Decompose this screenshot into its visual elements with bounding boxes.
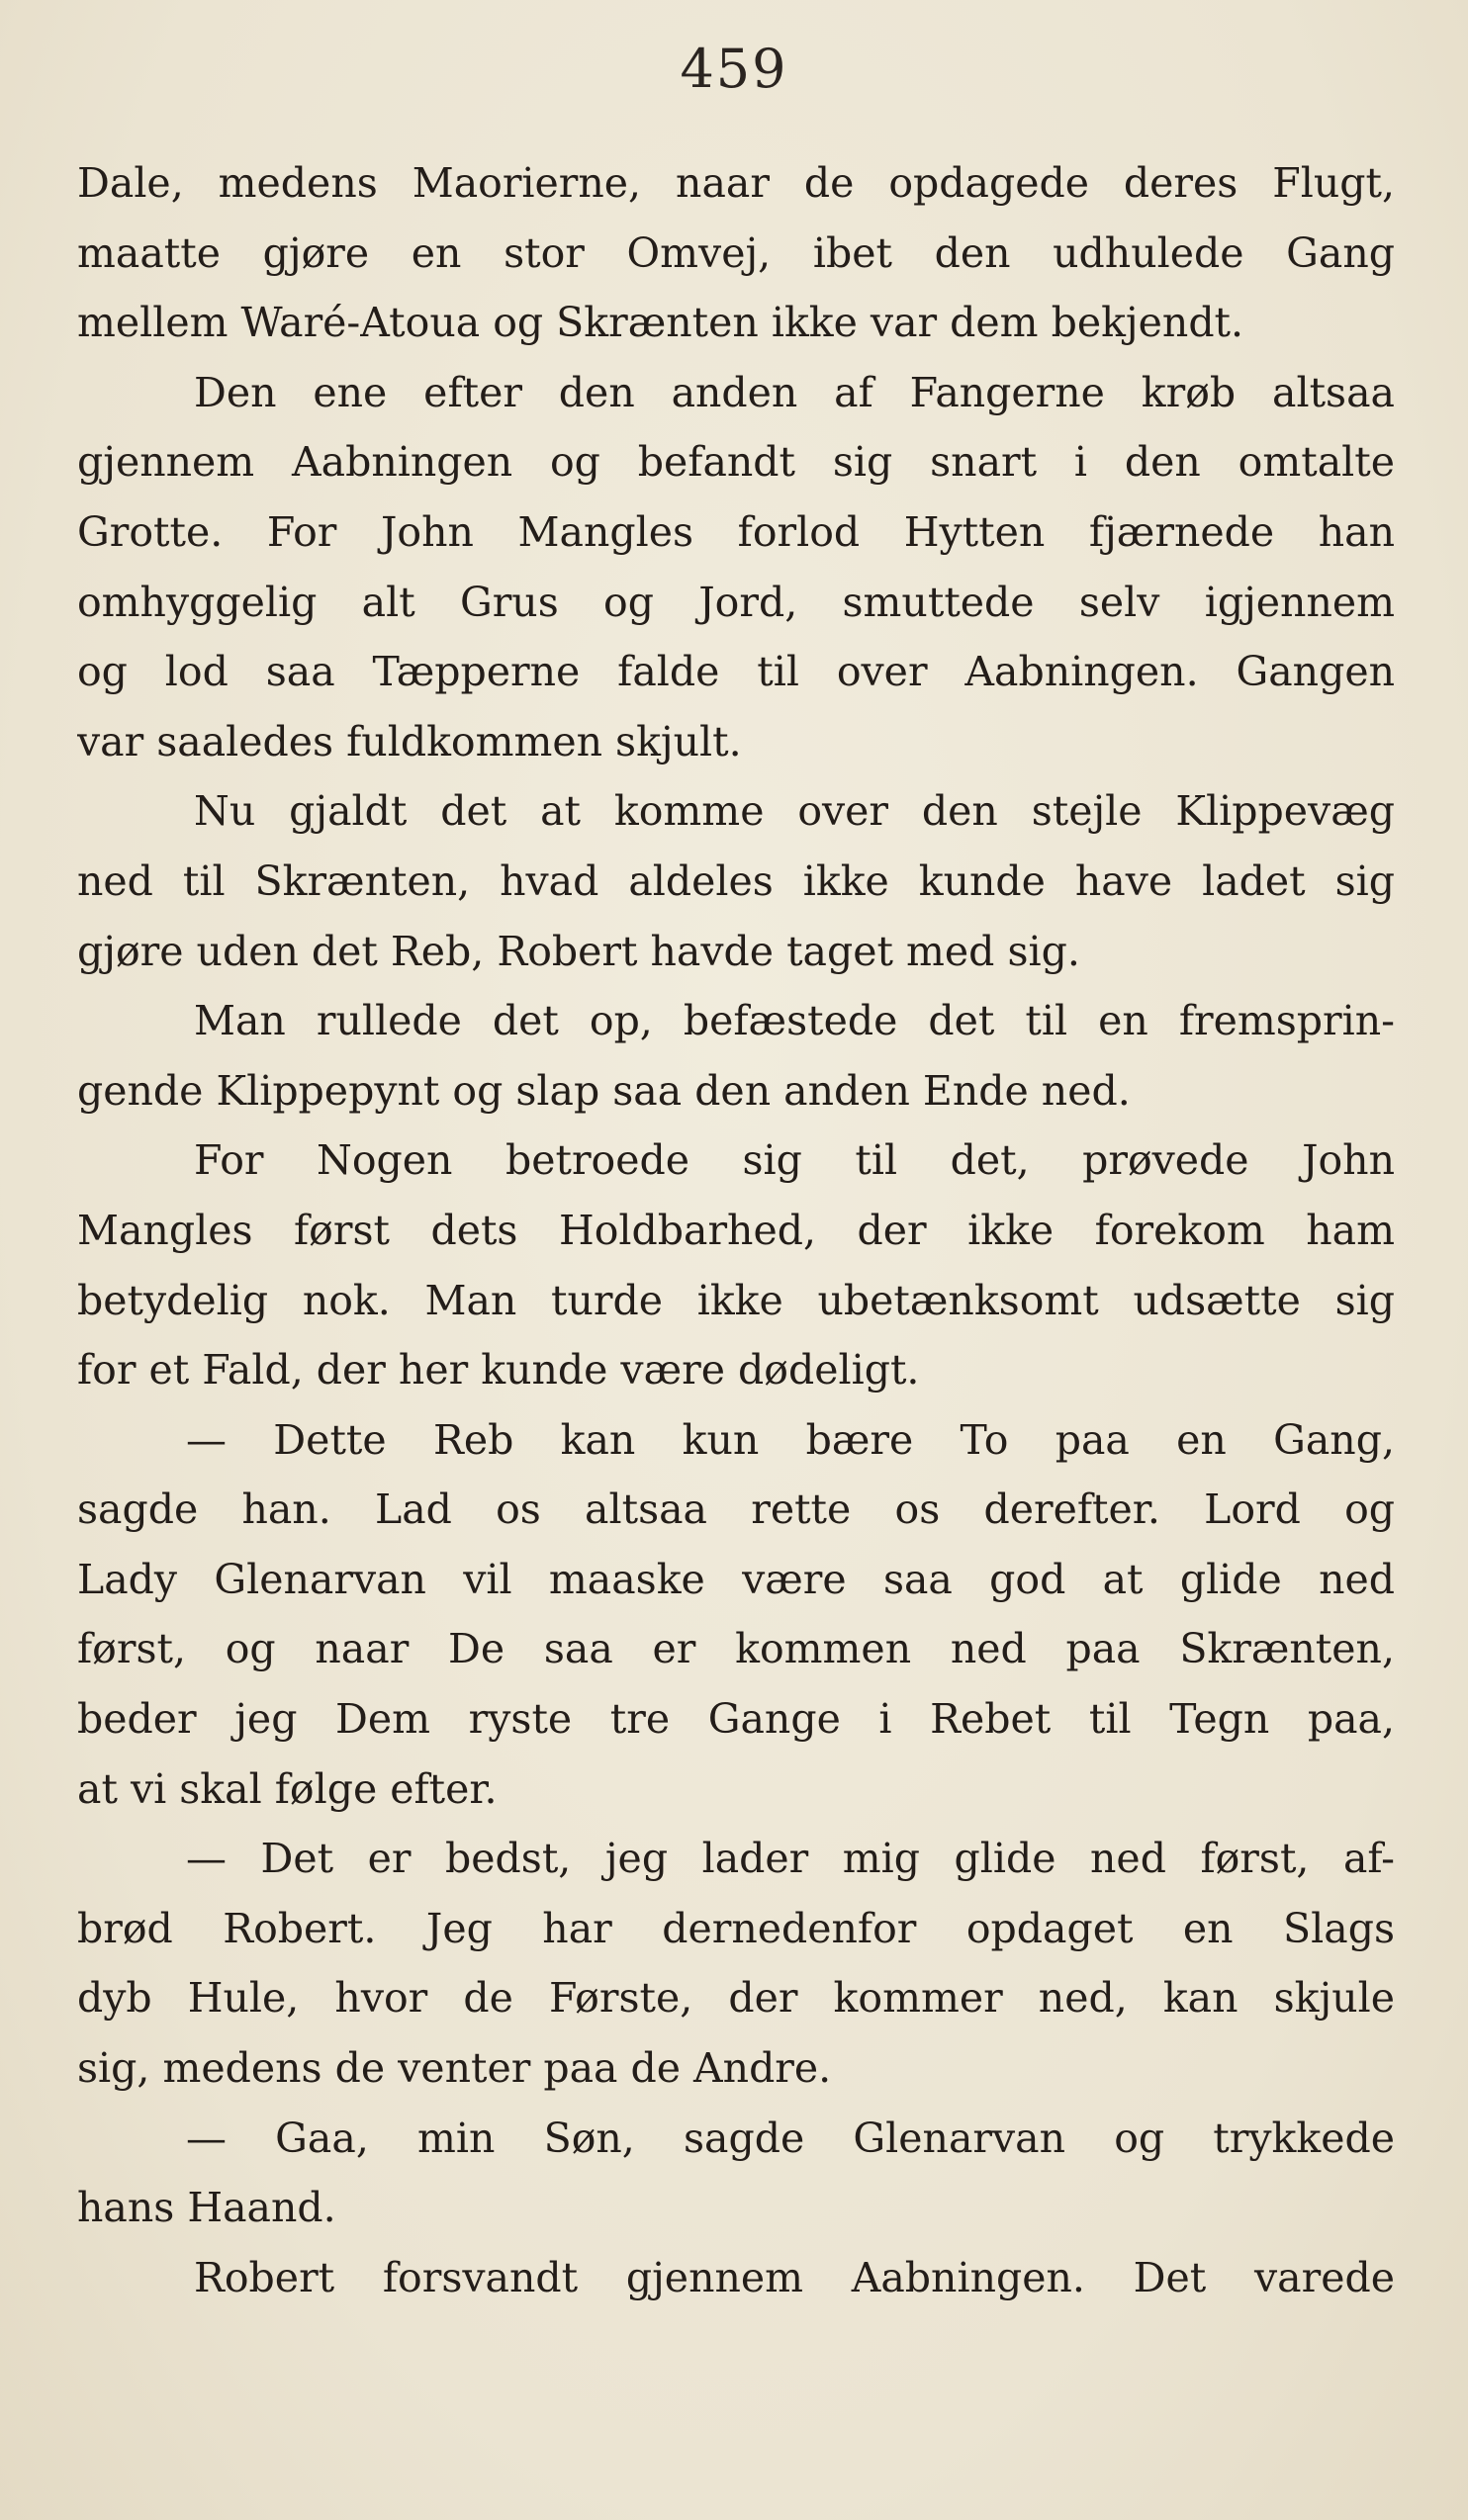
text-line: gende Klippepynt og slap saa den anden Ende ned. bbox=[77, 1066, 1131, 1115]
text-line: at vi skal følge efter. bbox=[77, 1764, 498, 1813]
text-line: for et Fald, der her kunde være dødeligt. bbox=[77, 1346, 920, 1395]
text-line: gjøre uden det Reb, Robert havde taget med sig. bbox=[77, 927, 1080, 975]
paragraph bbox=[77, 1824, 1395, 2103]
text-line: først, og naar De saa er kommen ned paa Skrænten, bbox=[77, 1625, 1395, 1673]
text-line: dyb Hule, hvor de Første, der kommer ned, kan skjule bbox=[77, 1974, 1395, 2023]
text-line: ned til Skrænten, hvad aldeles ikke kunde have ladet sig bbox=[77, 856, 1395, 905]
text-line: — Gaa, min Søn, sagde Glenarvan og trykkede bbox=[186, 2114, 1395, 2162]
body-text bbox=[77, 148, 1395, 2312]
text-line: omhyggelig alt Grus og Jord, smuttede selv igjennem bbox=[77, 578, 1395, 626]
paragraph bbox=[77, 1405, 1395, 1825]
text-line: sagde han. Lad os altsaa rette os derefter. Lord og bbox=[77, 1485, 1395, 1534]
text-line: For Nogen betroede sig til det, prøvede John bbox=[194, 1136, 1395, 1185]
text-line: Mangles først dets Holdbarhed, der ikke forekom ham bbox=[77, 1206, 1395, 1254]
text-line: og lod saa Tæpperne falde til over Aabningen. Gangen bbox=[77, 648, 1395, 696]
text-line: Man rullede det op, befæstede det til en fremsprin- bbox=[194, 997, 1395, 1045]
text-line: Lady Glenarvan vil maaske være saa god at glide ned bbox=[77, 1555, 1395, 1603]
paragraph bbox=[77, 358, 1395, 777]
page-number: 459 bbox=[680, 38, 788, 100]
paragraph bbox=[77, 148, 1395, 358]
text-line: Dale, medens Maorierne, naar de opdagede deres Flugt, bbox=[77, 159, 1395, 207]
text-line: Den ene efter den anden af Fangerne krøb altsaa bbox=[194, 368, 1395, 416]
text-line: hans Haand. bbox=[77, 2184, 336, 2232]
text-line: gjennem Aabningen og befandt sig snart i den omtalte bbox=[77, 438, 1395, 487]
text-line: mellem Waré-Atoua og Skrænten ikke var dem bekjendt. bbox=[77, 299, 1244, 347]
paragraph bbox=[77, 2104, 1395, 2243]
text-line: maatte gjøre en stor Omvej, ibet den udhulede Gang bbox=[77, 228, 1395, 277]
text-line: sig, medens de venter paa de Andre. bbox=[77, 2044, 832, 2093]
text-line: var saaledes fuldkommen skjult. bbox=[77, 717, 742, 765]
paragraph bbox=[77, 986, 1395, 1125]
text-line: — Dette Reb kan kun bære To paa en Gang, bbox=[186, 1415, 1395, 1464]
text-line: Nu gjaldt det at komme over den stejle Klippevæg bbox=[194, 787, 1395, 836]
text-line: beder jeg Dem ryste tre Gange i Rebet til Tegn paa, bbox=[77, 1695, 1395, 1744]
paragraph bbox=[77, 1125, 1395, 1404]
text-line: brød Robert. Jeg har dernedenfor opdaget en Slags bbox=[77, 1904, 1395, 1952]
text-line: Grotte. For John Mangles forlod Hytten fjærnede han bbox=[77, 507, 1395, 556]
text-line: betydelig nok. Man turde ikke ubetænksomt udsætte sig bbox=[77, 1276, 1395, 1324]
text-line: Robert forsvandt gjennem Aabningen. Det varede bbox=[194, 2253, 1395, 2301]
text-line: — Det er bedst, jeg lader mig glide ned først, af- bbox=[186, 1835, 1395, 1883]
paragraph bbox=[77, 776, 1395, 986]
paragraph bbox=[77, 2243, 1395, 2313]
